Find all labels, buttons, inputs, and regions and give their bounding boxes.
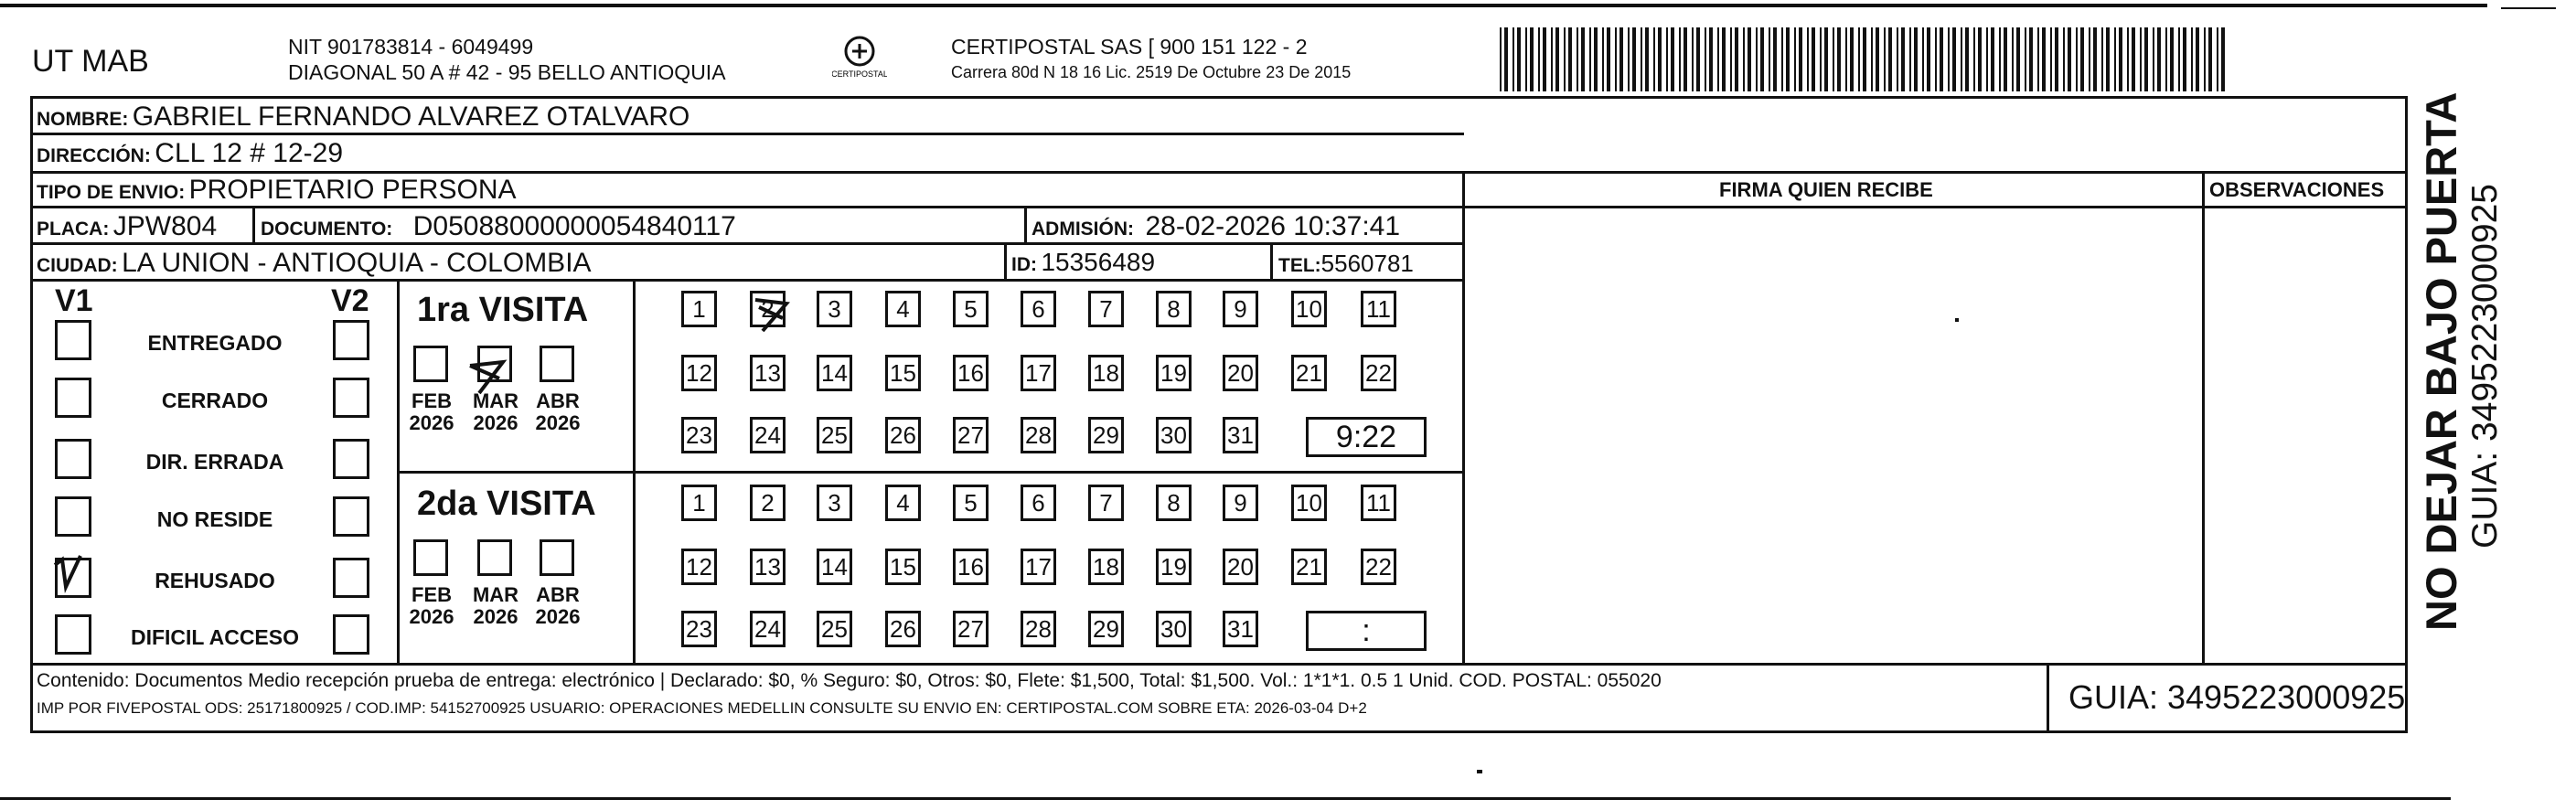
- status-label: CERRADO: [161, 389, 269, 412]
- barcode-bar: [2004, 27, 2007, 91]
- top-edge-line: [0, 4, 2487, 7]
- barcode-bar: [2221, 27, 2225, 91]
- day-cell[interactable]: 14: [817, 355, 852, 391]
- day-cell[interactable]: 26: [885, 417, 921, 453]
- row-line: [30, 279, 1464, 282]
- v1-checkbox[interactable]: [55, 320, 91, 360]
- barcode-bar: [1961, 27, 1962, 91]
- top-right-dash: [2501, 7, 2556, 9]
- month-year: 2026: [409, 411, 454, 434]
- day-cell[interactable]: 23: [681, 611, 717, 647]
- barcode-bar: [1705, 27, 1706, 91]
- day-cell[interactable]: 7: [1088, 291, 1124, 327]
- v2-checkbox[interactable]: [333, 439, 369, 479]
- barcode-bar: [1748, 27, 1751, 91]
- certipostal-logo: [832, 33, 887, 88]
- barcode-bar: [1858, 27, 1860, 91]
- month-year: 2026: [473, 605, 518, 628]
- barcode-bar: [1564, 27, 1566, 91]
- barcode-bar: [1863, 27, 1866, 91]
- row-line: [30, 171, 2408, 174]
- barcode-bar: [1709, 27, 1713, 91]
- barcode-bar: [1671, 27, 1674, 91]
- barcode-bar: [2191, 27, 2193, 91]
- barcode-bar: [1577, 27, 1578, 91]
- col-line: [1004, 242, 1007, 281]
- svg-text:CERTIPOSTAL: CERTIPOSTAL: [832, 69, 887, 79]
- barcode-bar: [2114, 27, 2116, 91]
- v2-checkbox[interactable]: [333, 496, 369, 537]
- day-cell[interactable]: 8: [1156, 485, 1192, 521]
- barcode-bar: [1922, 27, 1924, 91]
- documento-field: DOCUMENTO: D05088000000054840117: [261, 211, 736, 241]
- day-cell[interactable]: 17: [1021, 355, 1056, 391]
- barcode-bar: [1696, 27, 1700, 91]
- barcode-bar: [2204, 27, 2206, 91]
- day-cell[interactable]: 25: [817, 417, 852, 453]
- ciudad-field: CIUDAD: LA UNION - ANTIOQUIA - COLOMBIA: [37, 248, 592, 278]
- barcode-bar: [1952, 27, 1956, 91]
- day-cell[interactable]: 12: [681, 355, 717, 391]
- barcode-bar: [1619, 27, 1623, 91]
- day-cell[interactable]: 13: [750, 355, 786, 391]
- barcode-bar: [1568, 27, 1572, 91]
- time-box[interactable]: :: [1306, 611, 1427, 651]
- day-cell[interactable]: 18: [1088, 549, 1124, 585]
- day-cell[interactable]: 15: [885, 355, 921, 391]
- side-warning: NO DEJAR BAJO PUERTA: [2417, 91, 2465, 631]
- placa-field: PLACA: JPW804: [37, 211, 218, 241]
- barcode-bar: [1914, 27, 1918, 91]
- day-cell[interactable]: 24: [750, 417, 786, 453]
- barcode-bar: [1500, 27, 1502, 91]
- day-cell[interactable]: 16: [953, 355, 989, 391]
- barcode-bar: [1581, 27, 1585, 91]
- barcode-bar: [1692, 27, 1694, 91]
- status-label: REHUSADO: [155, 569, 275, 592]
- day-cell[interactable]: 28: [1021, 611, 1056, 647]
- barcode-bar: [1909, 27, 1911, 91]
- barcode-bar: [1820, 27, 1822, 91]
- barcode-bar: [2165, 27, 2167, 91]
- day-cell[interactable]: 12: [681, 549, 717, 585]
- day-cell[interactable]: 22: [1361, 355, 1396, 391]
- day-cell[interactable]: 20: [1223, 355, 1258, 391]
- visit-divider: [397, 471, 1464, 474]
- sender-nit: NIT 901783814 - 6049499: [288, 35, 534, 59]
- month-label: MAR: [472, 583, 519, 606]
- barcode-bar: [1935, 27, 1937, 91]
- barcode-bar: [1551, 27, 1553, 91]
- side-text: [2412, 91, 2540, 645]
- barcode-bar: [1589, 27, 1591, 91]
- barcode-bar: [1543, 27, 1546, 91]
- day-cell[interactable]: 30: [1156, 417, 1192, 453]
- status-label: ENTREGADO: [147, 331, 283, 355]
- barcode-bar: [2140, 27, 2142, 91]
- barcode-bar: [2037, 27, 2039, 91]
- v1-checkbox[interactable]: [55, 439, 91, 479]
- col-line: [1024, 206, 1027, 244]
- status-label: NO RESIDE: [156, 507, 273, 531]
- barcode-bar: [2042, 27, 2046, 91]
- barcode-bar: [1927, 27, 1930, 91]
- month-year: 2026: [473, 411, 518, 434]
- day-cell[interactable]: 6: [1021, 485, 1056, 521]
- day-cell[interactable]: 1: [681, 291, 717, 327]
- barcode-bar: [1773, 27, 1777, 91]
- month-checkbox[interactable]: [540, 539, 574, 576]
- barcode-bar: [1986, 27, 1988, 91]
- barcode-bar: [2157, 27, 2161, 91]
- barcode-bar: [1530, 27, 1534, 91]
- barcode-bar: [1973, 27, 1975, 91]
- day-cell[interactable]: 3: [817, 485, 852, 521]
- footer-guia: GUIA: 3495223000925: [2068, 678, 2406, 716]
- day-cell[interactable]: 29: [1088, 611, 1124, 647]
- day-cell[interactable]: 27: [953, 417, 989, 453]
- barcode-bar: [2119, 27, 2122, 91]
- barcode-bar: [1641, 27, 1642, 91]
- barcode-bar: [1999, 27, 2001, 91]
- speck: [1955, 318, 1959, 322]
- day-cell[interactable]: 7: [1088, 485, 1124, 521]
- day-cell[interactable]: 23: [681, 417, 717, 453]
- barcode-bar: [2196, 27, 2199, 91]
- day-cell[interactable]: 10: [1291, 291, 1327, 327]
- barcode-bar: [1594, 27, 1598, 91]
- status-label: DIFICIL ACCESO: [130, 625, 299, 649]
- barcode-bar: [1735, 27, 1738, 91]
- barcode-bar: [2029, 27, 2033, 91]
- day-cell[interactable]: 19: [1156, 549, 1192, 585]
- col-line: [2202, 171, 2205, 665]
- barcode-bar: [1991, 27, 1994, 91]
- barcode-bar: [1722, 27, 1726, 91]
- barcode-bar: [1965, 27, 1969, 91]
- col-line: [2047, 663, 2049, 733]
- day-cell[interactable]: 17: [1021, 549, 1056, 585]
- barcode-bar: [2144, 27, 2148, 91]
- day-cell[interactable]: 28: [1021, 417, 1056, 453]
- visit1-title: 1ra VISITA: [417, 291, 589, 329]
- barcode-bar: [1812, 27, 1815, 91]
- barcode-bar: [2012, 27, 2014, 91]
- time-box[interactable]: 9:22: [1306, 417, 1427, 457]
- day-cell[interactable]: 14: [817, 549, 852, 585]
- barcode-bar: [2016, 27, 2020, 91]
- day-cell[interactable]: 31: [1223, 417, 1258, 453]
- v2-checkbox[interactable]: [333, 378, 369, 418]
- barcode-bar: [2127, 27, 2129, 91]
- v1-checkbox[interactable]: [55, 496, 91, 537]
- day-cell[interactable]: 19: [1156, 355, 1192, 391]
- footer-imp: IMP POR FIVEPOSTAL ODS: 25171800925 / COD.IMP: 54152700925 USUARIO: OPERACIONES MEDELLIN CONSULTE SU ENVIO EN: CERTIPOSTAL.COM SOBRE ETA: 2026-03-04 D+2: [37, 699, 1367, 717]
- direccion-row: DIRECCIÓN: CLL 12 # 12-29: [37, 138, 344, 168]
- day-cell[interactable]: 29: [1088, 417, 1124, 453]
- day-cell[interactable]: 9: [1223, 485, 1258, 521]
- col-line: [252, 206, 255, 244]
- barcode-bar: [2063, 27, 2065, 91]
- barcode-bar: [1897, 27, 1898, 91]
- month-checkbox[interactable]: [413, 539, 448, 576]
- barcode-bar: [1653, 27, 1655, 91]
- carrier-name: CERTIPOSTAL SAS [ 900 151 122 - 2: [951, 35, 1308, 59]
- month-year: 2026: [535, 605, 581, 628]
- day-cell[interactable]: 13: [750, 549, 786, 585]
- barcode-bar: [1948, 27, 1950, 91]
- barcode-bar: [2106, 27, 2110, 91]
- status-label: DIR. ERRADA: [145, 450, 284, 474]
- barcode-bar: [1769, 27, 1770, 91]
- firma-header: FIRMA QUIEN RECIBE: [1719, 178, 1933, 201]
- barcode-bar: [2055, 27, 2058, 91]
- barcode-bar: [1602, 27, 1604, 91]
- row-line: [30, 133, 1464, 135]
- barcode-bar: [2089, 27, 2090, 91]
- barcode-bar: [1786, 27, 1790, 91]
- barcode-bar: [2208, 27, 2212, 91]
- day-cell[interactable]: 15: [885, 549, 921, 585]
- barcode-bar: [1517, 27, 1521, 91]
- barcode-bar: [2025, 27, 2026, 91]
- v1-checkbox[interactable]: [55, 614, 91, 655]
- barcode-bar: [1901, 27, 1905, 91]
- day-cell[interactable]: 3: [817, 291, 852, 327]
- barcode-bar: [2217, 27, 2218, 91]
- day-cell[interactable]: 9: [1223, 291, 1258, 327]
- barcode-bar: [1512, 27, 1514, 91]
- barcode-bar: [1743, 27, 1745, 91]
- col-line: [1270, 242, 1273, 281]
- barcode-bar: [1730, 27, 1732, 91]
- barcode-bar: [2080, 27, 2084, 91]
- month-label: FEB: [412, 583, 452, 606]
- day-cell[interactable]: 18: [1088, 355, 1124, 391]
- v1-header: V1: [55, 283, 93, 318]
- barcode-bar: [1940, 27, 1943, 91]
- barcode-bar: [1837, 27, 1841, 91]
- admision-field: ADMISIÓN: 28-02-2026 10:37:41: [1031, 211, 1401, 241]
- barcode-bar: [2153, 27, 2154, 91]
- barcode-bar: [1824, 27, 1828, 91]
- barcode-bar: [2076, 27, 2078, 91]
- month-checkbox[interactable]: [540, 346, 574, 382]
- v1-checkbox[interactable]: [55, 558, 91, 598]
- barcode-bar: [1679, 27, 1681, 91]
- day-cell[interactable]: 11: [1361, 485, 1396, 521]
- barcode-bar: [2183, 27, 2186, 91]
- day-cell[interactable]: 24: [750, 611, 786, 647]
- barcode-bar: [2132, 27, 2135, 91]
- day-cell[interactable]: 22: [1361, 549, 1396, 585]
- day-cell[interactable]: 20: [1223, 549, 1258, 585]
- barcode-bar: [1632, 27, 1636, 91]
- barcode-bar: [1525, 27, 1527, 91]
- day-cell[interactable]: 21: [1291, 355, 1327, 391]
- barcode-bar: [1717, 27, 1719, 91]
- month-year: 2026: [409, 605, 454, 628]
- barcode-bar: [1628, 27, 1630, 91]
- barcode-bar: [1756, 27, 1758, 91]
- day-cell[interactable]: 4: [885, 485, 921, 521]
- day-cell[interactable]: 2: [750, 485, 786, 521]
- sender-name: UT MAB: [32, 44, 149, 79]
- sender-address: DIAGONAL 50 A # 42 - 95 BELLO ANTIOQUIA: [288, 60, 726, 84]
- barcode-bar: [1978, 27, 1982, 91]
- month-checkbox[interactable]: [477, 346, 512, 382]
- barcode-bar: [2068, 27, 2071, 91]
- v2-checkbox[interactable]: [333, 320, 369, 360]
- barcode-bar: [1683, 27, 1687, 91]
- day-cell[interactable]: 2: [750, 291, 786, 327]
- day-cell[interactable]: 30: [1156, 611, 1192, 647]
- footer-contenido: Contenido: Documentos Medio recepción prueba de entrega: electrónico | Declarado: $0, % Seguro: $0, Otros: $0, Flete: $1,500, Total: $1,500. Vol.: 1*1*1. 0.5 1 Unid. COD. POSTAL: 055020: [37, 670, 1662, 691]
- month-year: 2026: [535, 411, 581, 434]
- tipo-row: TIPO DE ENVIO: PROPIETARIO PERSONA: [37, 175, 517, 205]
- day-cell[interactable]: 16: [953, 549, 989, 585]
- barcode-bar: [1504, 27, 1508, 91]
- barcode-bar: [1794, 27, 1796, 91]
- barcode-bar: [1876, 27, 1879, 91]
- barcode-bar: [2093, 27, 2097, 91]
- month-label: ABR: [536, 389, 580, 412]
- day-cell[interactable]: 5: [953, 291, 989, 327]
- day-cell[interactable]: 27: [953, 611, 989, 647]
- day-cell[interactable]: 5: [953, 485, 989, 521]
- bottom-edge-line: [0, 797, 2451, 800]
- month-label: ABR: [536, 583, 580, 606]
- visit2-title: 2da VISITA: [417, 485, 596, 523]
- barcode-bar: [1833, 27, 1834, 91]
- month-checkbox[interactable]: [413, 346, 448, 382]
- v1-checkbox[interactable]: [55, 378, 91, 418]
- barcode-bar: [2178, 27, 2180, 91]
- barcode-bar: [1760, 27, 1764, 91]
- row-line: [30, 663, 2408, 666]
- barcode-bar: [1645, 27, 1649, 91]
- day-cell[interactable]: 21: [1291, 549, 1327, 585]
- barcode-bar: [1538, 27, 1540, 91]
- v2-checkbox[interactable]: [333, 558, 369, 598]
- month-checkbox[interactable]: [477, 539, 512, 576]
- barcode-bar: [2170, 27, 2174, 91]
- id-field: ID: 15356489: [1011, 248, 1156, 276]
- side-guia: GUIA: 3495223000925: [2465, 184, 2505, 549]
- barcode-bar: [1781, 27, 1783, 91]
- row-line: [30, 242, 1464, 245]
- barcode-bar: [1888, 27, 1892, 91]
- month-label: MAR: [472, 389, 519, 412]
- speck: [1477, 770, 1482, 773]
- day-cell[interactable]: 6: [1021, 291, 1056, 327]
- day-cell[interactable]: 11: [1361, 291, 1396, 327]
- observaciones-header: OBSERVACIONES: [2209, 178, 2385, 201]
- barcode-bar: [1884, 27, 1886, 91]
- day-cell[interactable]: 1: [681, 485, 717, 521]
- day-cell[interactable]: 31: [1223, 611, 1258, 647]
- col-line: [1462, 171, 1465, 665]
- barcode-bar: [1666, 27, 1668, 91]
- barcode-bar: [1871, 27, 1873, 91]
- day-cell[interactable]: 25: [817, 611, 852, 647]
- v2-header: V2: [331, 283, 369, 318]
- barcode-bar: [1850, 27, 1854, 91]
- barcode-bar: [2101, 27, 2103, 91]
- barcode-bar: [1615, 27, 1617, 91]
- barcode-bar: [1555, 27, 1559, 91]
- barcode-bar: [1658, 27, 1662, 91]
- day-cell[interactable]: 10: [1291, 485, 1327, 521]
- barcode-bar: [1807, 27, 1809, 91]
- day-cell[interactable]: 26: [885, 611, 921, 647]
- v2-checkbox[interactable]: [333, 614, 369, 655]
- barcode-bar: [2050, 27, 2052, 91]
- month-label: FEB: [412, 389, 452, 412]
- day-cell[interactable]: 4: [885, 291, 921, 327]
- tel-field: TEL:5560781: [1278, 250, 1414, 277]
- carrier-license: Carrera 80d N 18 16 Lic. 2519 De Octubre 23 De 2015: [951, 63, 1352, 81]
- barcode-bar: [1607, 27, 1610, 91]
- barcode-bar: [1799, 27, 1802, 91]
- barcode: [1500, 27, 2231, 91]
- nombre-row: NOMBRE: GABRIEL FERNANDO ALVAREZ OTALVARO: [37, 101, 690, 132]
- row-line: [30, 206, 2408, 208]
- day-cell[interactable]: 8: [1156, 291, 1192, 327]
- barcode-bar: [1845, 27, 1847, 91]
